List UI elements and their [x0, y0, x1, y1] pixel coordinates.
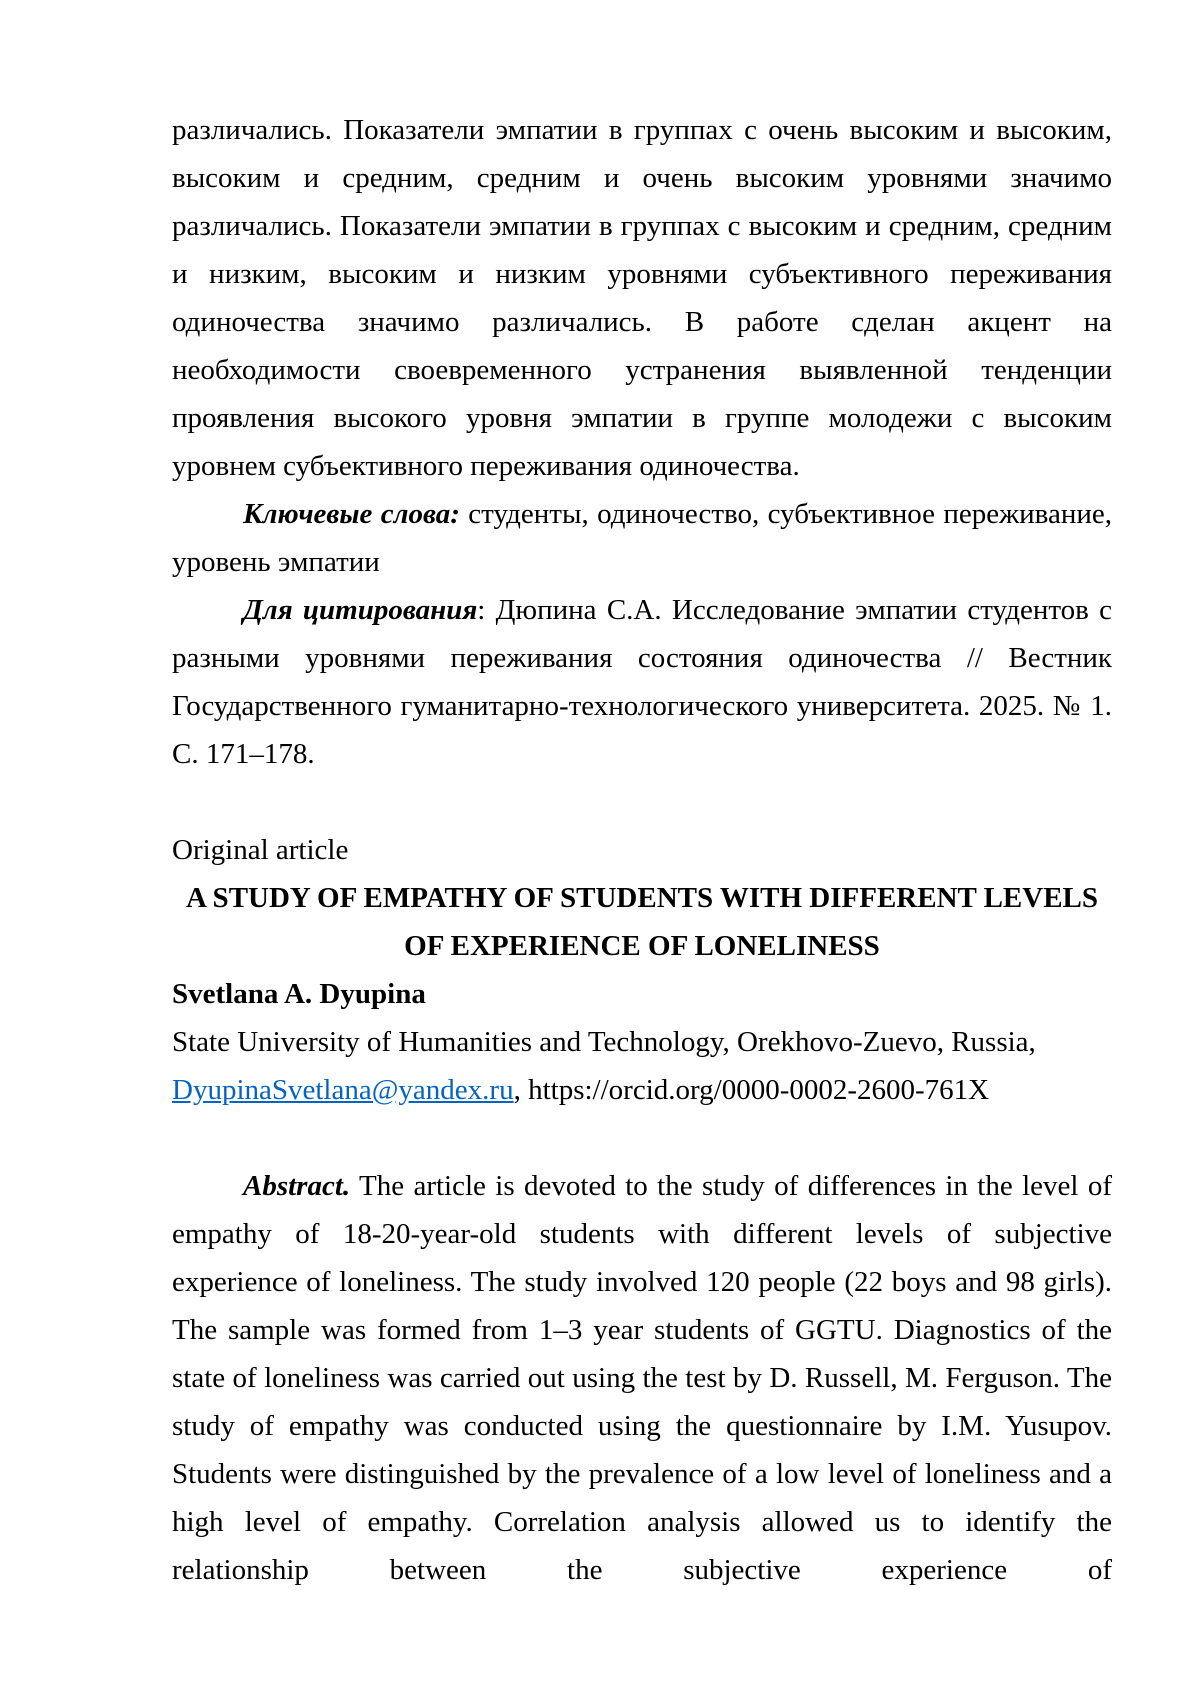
- author-name: Svetlana A. Dyupina: [172, 978, 426, 1010]
- orcid-text: , https://orcid.org/0000-0002-2600-761X: [513, 1074, 990, 1106]
- citation-label: Для цитирования: [243, 594, 478, 626]
- contact-line: [172, 1066, 1112, 1114]
- blank-line: [172, 1114, 1112, 1162]
- russian-abstract-continuation: различались. Показатели эмпатии в группах с очень высоким и высоким, высоким и средним, средним и очень высоким уровнями значимо различались. Показатели эмпатии в группах с высоким и средним, средним и низким, высоким и низким уровнями субъективного переживания одиночества значимо различались. В работе сделан акцент на необходимости своевременного устранения выявленной тенденции проявления высокого уровня эмпатии в группе молодежи с высоким уровнем субъективного переживания одиночества.: [172, 114, 1112, 482]
- article-title: [172, 874, 1112, 970]
- keywords-paragraph: [172, 490, 1112, 586]
- article-title-line-1: A STUDY OF EMPATHY OF STUDENTS WITH DIFFERENT LEVELS: [185, 882, 1099, 914]
- citation-paragraph: [172, 586, 1112, 778]
- citation-text: : Дюпина С.А. Исследование эмпатии студентов с разными уровнями переживания состояния одиночества // Вестник Государственного гуманитарно-технологического университета. 2025. № 1. С. 171–178.: [172, 594, 1112, 770]
- english-abstract-paragraph: [172, 1162, 1112, 1594]
- email-link[interactable]: DyupinaSvetlana@yandex.ru: [172, 1074, 514, 1106]
- blank-line: [172, 778, 1112, 826]
- article-title-line-2: OF EXPERIENCE OF LONELINESS: [404, 930, 880, 962]
- abstract-label: Abstract.: [243, 1170, 351, 1202]
- abstract-text: The article is devoted to the study of differences in the level of empathy of 18-20-year-old students with different levels of subjective experience of loneliness. The study involved 120 people (22 boys and 98 girls). The sample was formed from 1–3 year students of GGTU. Diagnostics of the state of loneliness was carried out using the test by D. Russell, M. Ferguson. The study of empathy was conducted using the questionnaire by I.M. Yusupov. Students were distinguished by the prevalence of a low level of loneliness and a high level of empathy. Correlation analysis allowed us to identify the relationship between the subjective experience of: [172, 1170, 1112, 1586]
- keywords-text: студенты, одиночество, субъективное переживание, уровень эмпатии: [172, 498, 1112, 578]
- affiliation: State University of Humanities and Technology, Orekhovo-Zuevo, Russia,: [172, 1026, 1036, 1058]
- keywords-label: Ключевые слова:: [243, 498, 460, 530]
- article-type-label: Original article: [172, 834, 349, 866]
